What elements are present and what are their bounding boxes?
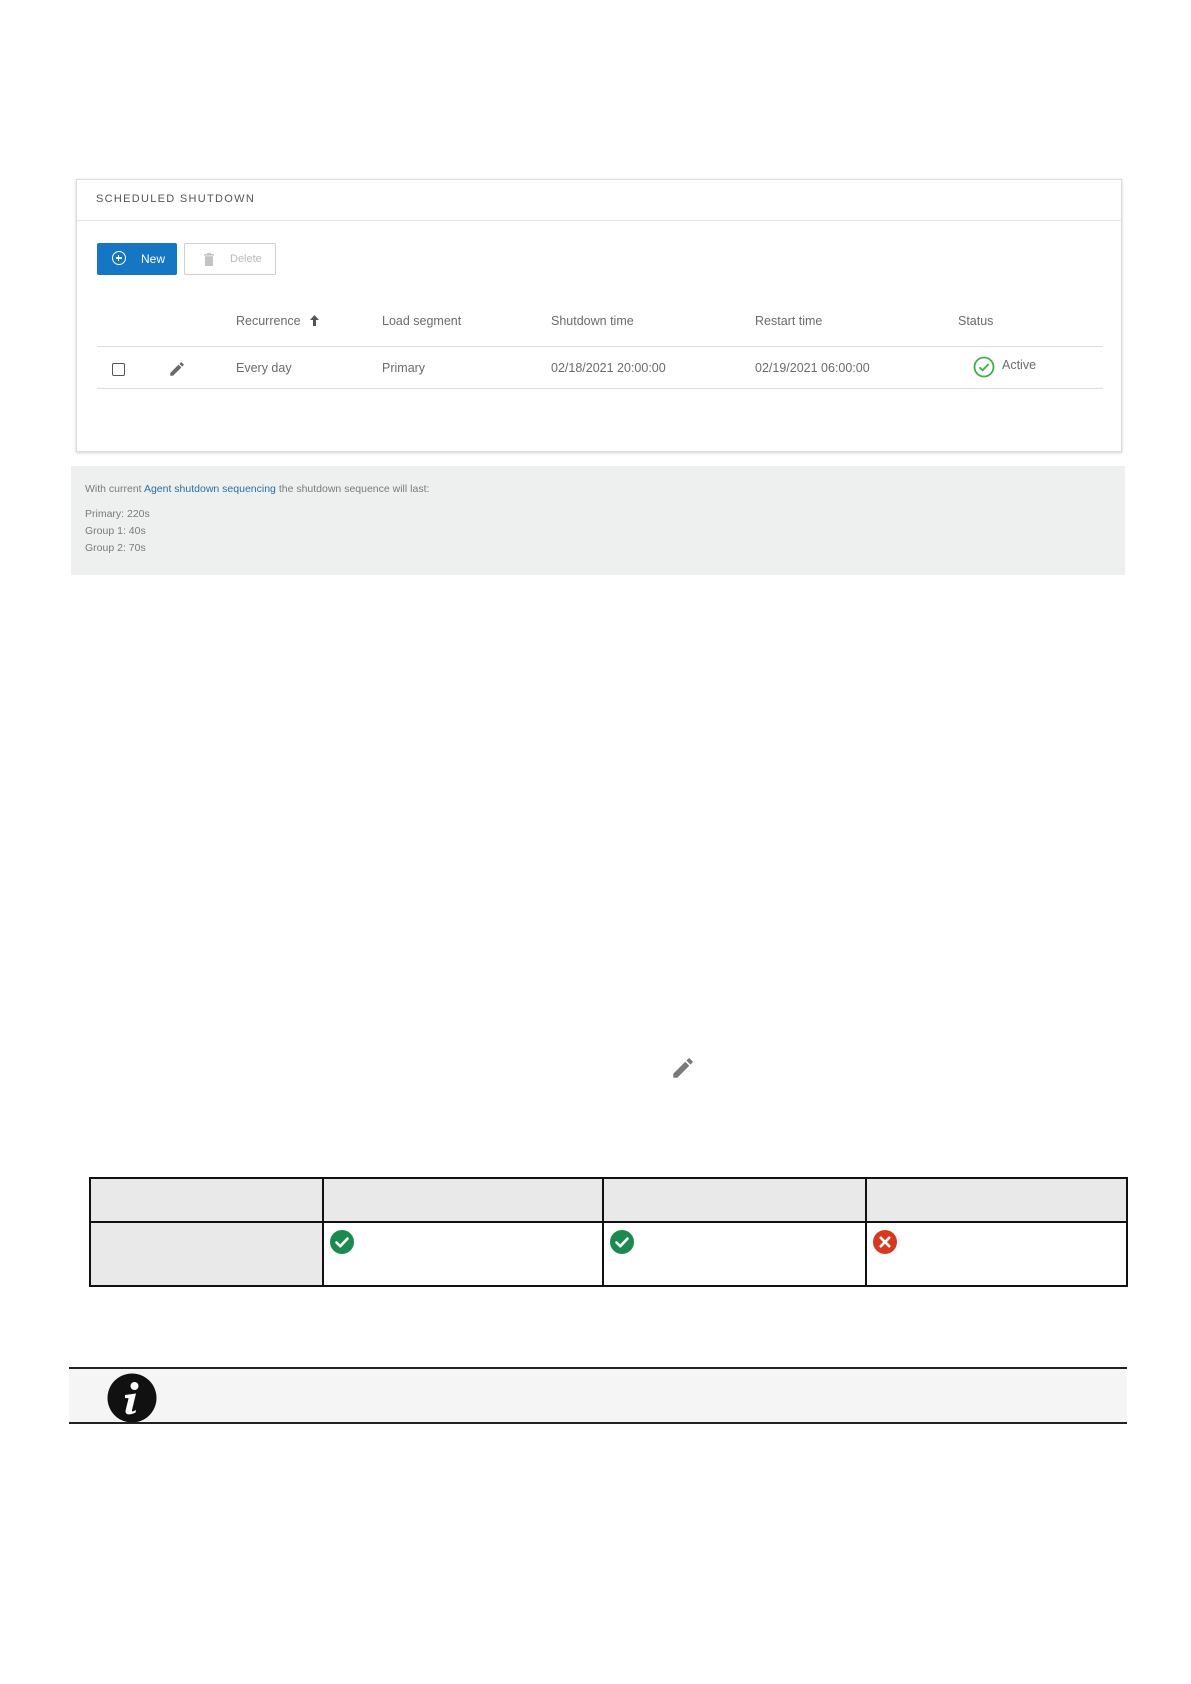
card-divider bbox=[77, 220, 1121, 221]
table-row-divider bbox=[97, 388, 1103, 389]
arrow-up-icon[interactable] bbox=[309, 314, 320, 327]
info-line-group-1: Group 1: 40s bbox=[85, 525, 146, 537]
row-select-checkbox[interactable] bbox=[112, 363, 125, 376]
new-button[interactable] bbox=[97, 243, 177, 275]
column-header-shutdown-time[interactable]: Shutdown time bbox=[551, 314, 634, 328]
header-cell bbox=[603, 1178, 866, 1222]
info-prefix: With current bbox=[85, 483, 142, 495]
cell-shutdown-time: 02/18/2021 20:00:00 bbox=[551, 361, 666, 375]
info-icon bbox=[107, 1373, 157, 1423]
info-line-group-2: Group 2: 70s bbox=[85, 542, 146, 554]
table-cell bbox=[603, 1222, 866, 1286]
check-icon bbox=[330, 1230, 354, 1254]
compatibility-table bbox=[89, 1177, 1128, 1287]
info-sentence bbox=[85, 483, 429, 495]
card-title: SCHEDULED SHUTDOWN bbox=[96, 193, 256, 205]
delete-button[interactable] bbox=[184, 243, 276, 275]
delete-button-label: Delete bbox=[230, 253, 262, 265]
column-header-load-segment[interactable]: Load segment bbox=[382, 314, 462, 328]
trash-icon bbox=[204, 253, 214, 266]
header-cell bbox=[90, 1178, 323, 1222]
cross-icon bbox=[873, 1230, 897, 1254]
pencil-icon bbox=[670, 1055, 696, 1081]
header-cell bbox=[323, 1178, 603, 1222]
cell-recurrence: Every day bbox=[236, 361, 292, 375]
cell-restart-time: 02/19/2021 06:00:00 bbox=[755, 361, 870, 375]
note-callout bbox=[69, 1367, 1127, 1424]
plus-circle-icon bbox=[112, 251, 126, 265]
table-row bbox=[90, 1222, 1127, 1286]
table-cell bbox=[866, 1222, 1127, 1286]
column-header-status[interactable]: Status bbox=[958, 314, 994, 328]
column-header-restart-time[interactable]: Restart time bbox=[755, 314, 823, 328]
table-cell bbox=[323, 1222, 603, 1286]
info-line-primary: Primary: 220s bbox=[85, 508, 150, 520]
info-suffix: the shutdown sequence will last: bbox=[278, 483, 430, 495]
check-circle-icon bbox=[973, 356, 995, 378]
cell-load-segment: Primary bbox=[382, 361, 426, 375]
check-icon bbox=[610, 1230, 634, 1254]
header-cell bbox=[866, 1178, 1127, 1222]
new-button-label: New bbox=[141, 252, 166, 266]
agent-shutdown-sequencing-link[interactable]: Agent shutdown sequencing bbox=[143, 483, 276, 495]
table-header-row bbox=[90, 1178, 1127, 1222]
table-header-divider bbox=[97, 346, 1103, 347]
status-badge: Active bbox=[1002, 358, 1037, 372]
column-header-recurrence[interactable]: Recurrence bbox=[236, 314, 301, 328]
pencil-icon[interactable] bbox=[168, 360, 186, 378]
row-label-cell bbox=[90, 1222, 323, 1286]
